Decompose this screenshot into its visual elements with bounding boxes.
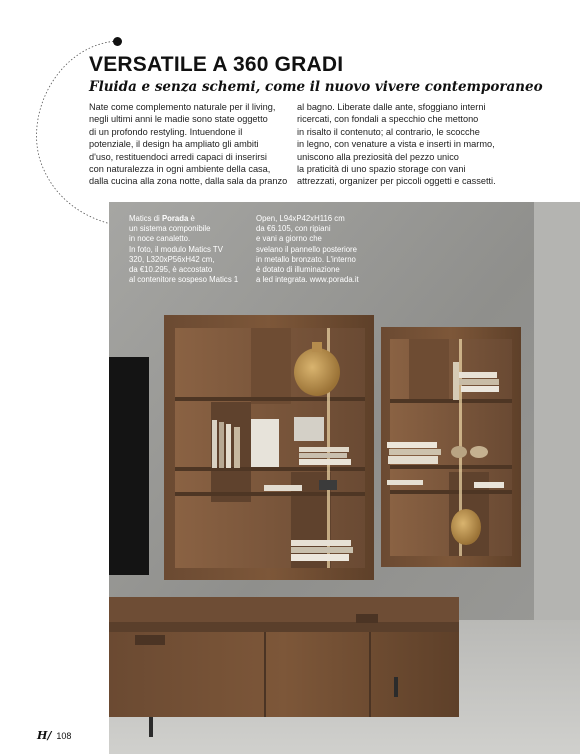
- caption-line: In foto, il modulo Matics TV: [129, 244, 223, 254]
- caption-line: in noce canaletto.: [129, 234, 191, 244]
- caption-line: al contenitore sospeso Matics 1: [129, 275, 239, 285]
- photo-caption-left: [129, 214, 238, 285]
- caption-line: a led integrata. www.porada.it: [256, 275, 359, 285]
- body-line: in risalto il contenuto; al contrario, le scocche: [297, 126, 480, 137]
- caption-line: è dotato di illuminazione: [256, 265, 340, 275]
- caption-line: da €6.105, con ripiani: [256, 224, 331, 234]
- page-number: 108: [56, 730, 72, 741]
- article-title: VERSATILE A 360 GRADI: [89, 53, 344, 76]
- caption-line: Matics di Porada è: [129, 214, 195, 223]
- body-line: la praticità di uno spazio storage con vani: [297, 164, 466, 175]
- body-line: attrezzati, organizer per piccoli oggetti e cassetti.: [297, 176, 496, 187]
- body-line: negli ultimi anni le madie sono state oggetto: [89, 114, 268, 125]
- body-line: di un profondo restyling. Intuendone il: [89, 126, 243, 137]
- body-line: Nate come complemento naturale per il living,: [89, 102, 276, 112]
- article-subtitle: Fluida e senza schemi, come il nuovo vivere contemporaneo: [89, 79, 543, 95]
- body-line: dalla cucina alla zona notte, dalla sala da pranzo: [89, 176, 288, 187]
- body-line: al bagno. Liberate dalle ante, sfoggiano interni: [297, 102, 486, 112]
- body-column-left: [89, 101, 287, 188]
- photo-caption-right: [256, 214, 359, 285]
- brand-name: Porada: [161, 214, 189, 223]
- decorative-dot: [113, 37, 122, 46]
- caption-line: da €10.295, è accostato: [129, 265, 213, 275]
- caption-line: un sistema componibile: [129, 224, 211, 234]
- caption-line: e vani a giorno che: [256, 234, 322, 244]
- body-line: uniscono alla preziosità del pezzo unico: [297, 151, 459, 162]
- body-line: ricercati, con fondali a specchio che mettono: [297, 114, 479, 125]
- body-line: in legno, con venature a vista e inserti in marmo,: [297, 139, 495, 150]
- caption-line: in metallo bronzato. L'interno: [256, 254, 356, 264]
- product-photo: [109, 202, 580, 754]
- page-folio: [37, 729, 71, 742]
- caption-line: Open, L94xP42xH116 cm: [256, 214, 345, 223]
- caption-line: 320, L320xP56xH42 cm,: [129, 254, 215, 264]
- magazine-logo: H/: [37, 729, 52, 742]
- body-line: d'uso, restituendoci arredi capaci di inserirsi: [89, 151, 267, 162]
- body-column-right: [297, 101, 496, 188]
- caption-line: svelano il pannello posteriore: [256, 244, 357, 254]
- body-line: potenziale, il design ha ampliato gli ambiti: [89, 139, 259, 150]
- body-line: con naturalezza in ogni ambiente della casa,: [89, 164, 271, 175]
